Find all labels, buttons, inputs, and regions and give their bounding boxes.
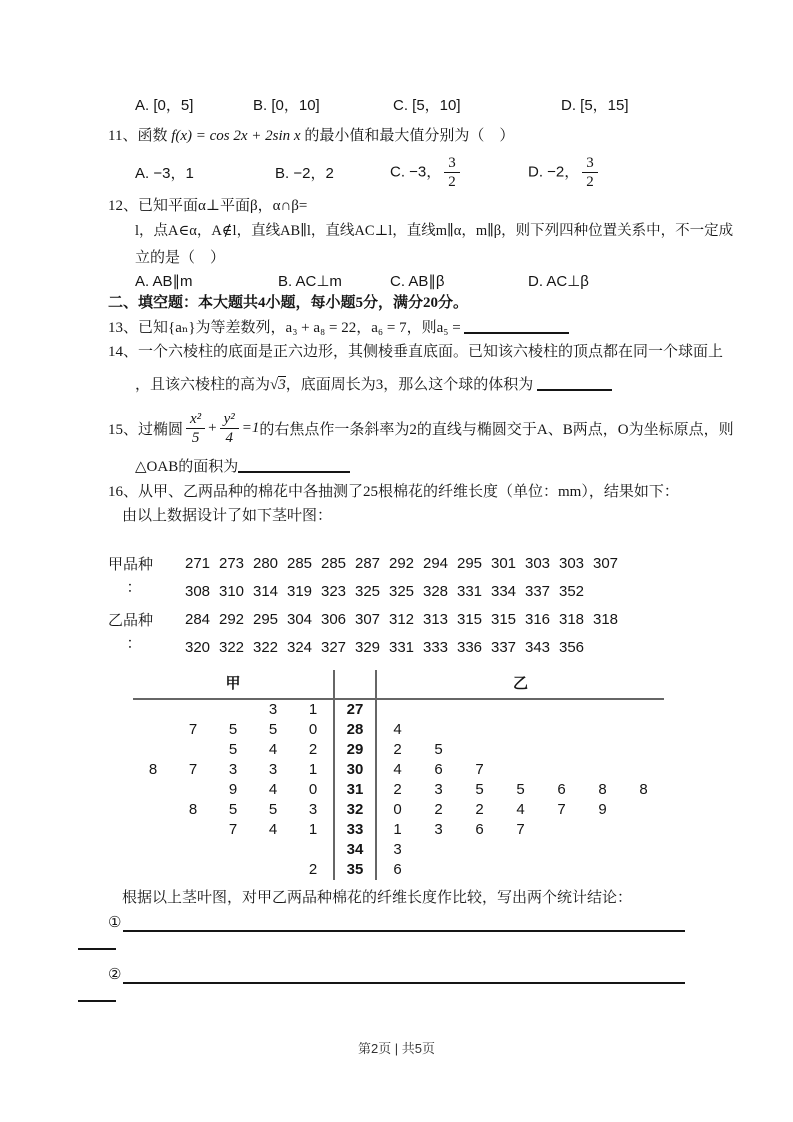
fiber-length-value: 325 xyxy=(389,583,415,600)
jia-leaf: 0 xyxy=(308,781,318,798)
yi-leaf xyxy=(500,700,541,720)
stem-value: 31 xyxy=(333,780,377,800)
stemleaf-row xyxy=(133,840,685,860)
jia-leaf xyxy=(173,700,213,720)
fiber-length-value: 295 xyxy=(253,611,279,628)
fiber-length-value: 301 xyxy=(491,555,517,572)
question-12-line2: l，点A∈α，A∉l，直线AB∥l，直线AC⊥l，直线m∥α，m∥β，则下列四种位置关系中，不一定成 xyxy=(135,223,734,239)
yi-leaf xyxy=(582,700,623,720)
yi-leaf: 6 xyxy=(475,821,484,838)
conclusion-2-blank-continued xyxy=(78,998,116,1002)
yi-leaf xyxy=(623,860,664,880)
yi-leaf: 5 xyxy=(516,781,525,798)
jia-leaf xyxy=(253,840,293,860)
jia-leaf: 8 xyxy=(188,801,198,818)
yi-leaf: 7 xyxy=(557,801,566,818)
yi-leaf: 6 xyxy=(393,861,402,878)
circled-1: ① xyxy=(108,915,122,931)
jia-leaf: 7 xyxy=(188,721,198,738)
question-14-line2 xyxy=(135,370,685,400)
fiber-length-value: 303 xyxy=(559,555,585,572)
yi-leaf xyxy=(541,820,582,840)
species-yi-name: 乙品种 xyxy=(108,613,154,629)
jia-leaf: 3 xyxy=(308,801,318,818)
yi-leaf xyxy=(418,840,459,860)
yi-leaf xyxy=(418,720,459,740)
fiber-length-value: 310 xyxy=(219,583,245,600)
jia-leaf: 3 xyxy=(268,761,278,778)
circled-2: ② xyxy=(108,967,122,983)
fiber-length-value: 280 xyxy=(253,555,279,572)
yi-leaf xyxy=(541,760,582,780)
yi-leaf: 6 xyxy=(434,761,443,778)
yi-leaf xyxy=(623,840,664,860)
fiber-length-value: 304 xyxy=(287,611,313,628)
stem-value: 29 xyxy=(333,740,377,760)
q11-option-d-text: D. −2， xyxy=(528,162,580,180)
yi-leaf xyxy=(500,740,541,760)
stemleaf-row xyxy=(133,800,685,820)
jia-leaf: 1 xyxy=(308,821,318,838)
q11-option-d xyxy=(528,154,601,191)
stemleaf-header-stem-spacer xyxy=(333,670,377,698)
q11-stem-text: 的最小值和最大值分别为（ ） xyxy=(304,128,515,144)
radicand: 3 xyxy=(278,377,286,393)
yi-leaf: 1 xyxy=(393,821,402,838)
yi-values-row1 xyxy=(185,606,627,634)
fiber-length-value: 315 xyxy=(457,611,483,628)
yi-leaf: 2 xyxy=(434,801,443,818)
fiber-length-value: 318 xyxy=(593,611,619,628)
fraction-denominator: 2 xyxy=(448,173,456,190)
fiber-length-value: 343 xyxy=(525,639,551,656)
yi-leaf: 8 xyxy=(598,781,607,798)
species-yi-data xyxy=(108,606,685,662)
yi-values-row2 xyxy=(185,634,627,662)
yi-leaf: 6 xyxy=(557,781,566,798)
jia-leaf: 1 xyxy=(308,761,318,778)
yi-leaf xyxy=(541,840,582,860)
jia-leaf: 7 xyxy=(188,761,198,778)
yi-leaf xyxy=(582,720,623,740)
fiber-length-value: 306 xyxy=(321,611,347,628)
yi-leaf: 0 xyxy=(393,801,402,818)
species-yi-label xyxy=(108,606,185,662)
jia-leaf: 8 xyxy=(148,761,158,778)
fiber-length-value: 336 xyxy=(457,639,483,656)
jia-leaf xyxy=(133,700,173,720)
q14-text-post: ，底面周长为3，那么这个球的体积为 xyxy=(285,377,538,393)
stem-value: 28 xyxy=(333,720,377,740)
yi-leaf xyxy=(582,820,623,840)
fiber-length-value: 316 xyxy=(525,611,551,628)
fiber-length-value: 320 xyxy=(185,639,211,656)
fraction-y2-over-4 xyxy=(220,410,239,447)
fraction-numerator: y² xyxy=(220,410,239,429)
stemleaf-row xyxy=(133,760,685,780)
fraction-three-halves xyxy=(444,154,460,191)
stemleaf-body xyxy=(133,700,685,880)
yi-leaf: 2 xyxy=(393,741,402,758)
fiber-length-value: 322 xyxy=(253,639,279,656)
fiber-length-value: 312 xyxy=(389,611,415,628)
fiber-length-value: 327 xyxy=(321,639,347,656)
species-jia-values xyxy=(185,550,627,606)
yi-leaf xyxy=(623,700,664,720)
fiber-length-value: 333 xyxy=(423,639,449,656)
yi-leaf xyxy=(418,700,459,720)
yi-leaf: 5 xyxy=(475,781,484,798)
q10-options-row xyxy=(135,96,685,116)
fraction-numerator: 3 xyxy=(444,154,460,173)
fiber-length-value: 273 xyxy=(219,555,245,572)
fiber-length-value: 356 xyxy=(559,639,585,656)
fiber-length-value: 271 xyxy=(185,555,211,572)
yi-leaf xyxy=(623,720,664,740)
fiber-length-value: 285 xyxy=(321,555,347,572)
question-11-stem xyxy=(108,124,685,148)
jia-leaf xyxy=(213,860,253,880)
stemleaf-header-jia: 甲 xyxy=(225,675,241,692)
q11-option-c xyxy=(390,154,528,191)
yi-leaf xyxy=(623,760,664,780)
q12-option-c: C. AB∥β xyxy=(390,273,445,290)
fraction-x2-over-5 xyxy=(186,410,205,447)
stemleaf-row xyxy=(133,700,685,720)
jia-leaf xyxy=(173,820,213,840)
stem-value: 30 xyxy=(333,760,377,780)
yi-leaf xyxy=(582,740,623,760)
species-jia-name: 甲品种 xyxy=(108,557,154,573)
yi-leaf: 3 xyxy=(393,841,402,858)
q12-option-d: D. AC⊥β xyxy=(528,273,589,290)
q11-formula: f(x) = cos 2x + 2sin x xyxy=(171,128,301,144)
q11-option-b: B. −2，2 xyxy=(275,164,334,182)
jia-leaf xyxy=(133,820,173,840)
q11-options-row xyxy=(135,150,685,194)
stem-value: 35 xyxy=(333,860,377,880)
conclusion-1-row xyxy=(108,910,685,932)
yi-leaf xyxy=(541,740,582,760)
q13-text: 13、已知{aₙ}为等差数列，a₃ + a₈ = 22，a₆ = 7，则a₅ = xyxy=(108,320,465,336)
q13-answer-blank xyxy=(464,318,569,334)
jia-leaf: 5 xyxy=(228,801,238,818)
stemleaf-table xyxy=(133,670,685,880)
species-jia-colon: ： xyxy=(126,580,142,596)
jia-leaf: 2 xyxy=(308,741,318,758)
yi-leaf: 5 xyxy=(434,741,443,758)
section-2-header: 二、填空题：本大题共4小题，每小题5分，满分20分。 xyxy=(108,295,469,311)
yi-leaf xyxy=(541,860,582,880)
question-15-line2 xyxy=(135,454,685,480)
yi-leaf xyxy=(623,800,664,820)
fiber-length-value: 285 xyxy=(287,555,313,572)
stemleaf-row xyxy=(133,820,685,840)
yi-leaf xyxy=(377,700,418,720)
yi-leaf xyxy=(582,840,623,860)
jia-leaf: 3 xyxy=(268,701,278,718)
fiber-length-value: 319 xyxy=(287,583,313,600)
stemleaf-row xyxy=(133,780,685,800)
stemleaf-row xyxy=(133,720,685,740)
yi-leaf xyxy=(459,700,500,720)
stemleaf-header-yi: 乙 xyxy=(512,675,528,692)
question-12-line1: 12、已知平面α⊥平面β，α∩β= xyxy=(108,198,308,214)
jia-leaf xyxy=(293,840,333,860)
q15-stem-text: 的右焦点作一条斜率为2的直线与椭圆交于A、B两点，O为坐标原点，则 xyxy=(259,421,734,438)
yi-leaf: 4 xyxy=(393,761,402,778)
stem-value: 32 xyxy=(333,800,377,820)
jia-leaf xyxy=(173,780,213,800)
fiber-length-value: 331 xyxy=(457,583,483,600)
fiber-length-value: 295 xyxy=(457,555,483,572)
q12-option-a: A. AB∥m xyxy=(135,273,193,290)
question-16-line1: 16、从甲、乙两品种的棉花中各抽测了25根棉花的纤维长度（单位：mm），结果如下： xyxy=(108,484,679,500)
yi-leaf: 7 xyxy=(475,761,484,778)
species-yi-values xyxy=(185,606,627,662)
yi-leaf: 7 xyxy=(516,821,525,838)
yi-leaf xyxy=(459,740,500,760)
jia-leaf xyxy=(133,740,173,760)
species-yi-colon: ： xyxy=(126,636,142,652)
q10-option-d: D. [5，15] xyxy=(561,97,629,114)
conclusion-1-blank xyxy=(123,914,685,932)
conclusion-2-row xyxy=(108,962,685,984)
yi-leaf xyxy=(623,740,664,760)
fiber-length-value: 313 xyxy=(423,611,449,628)
fiber-length-value: 324 xyxy=(287,639,313,656)
yi-leaf xyxy=(500,840,541,860)
stemleaf-row xyxy=(133,860,685,880)
jia-leaf: 5 xyxy=(228,741,238,758)
q12-option-b: B. AC⊥m xyxy=(278,273,342,290)
jia-leaf xyxy=(173,740,213,760)
yi-leaf: 4 xyxy=(516,801,525,818)
species-jia-data xyxy=(108,550,685,606)
sqrt-3 xyxy=(270,376,286,393)
plus-sign: + xyxy=(208,419,217,436)
fiber-length-value: 318 xyxy=(559,611,585,628)
yi-leaf xyxy=(582,760,623,780)
radical-sign: √ xyxy=(270,377,279,393)
fiber-length-value: 329 xyxy=(355,639,381,656)
yi-leaf xyxy=(459,720,500,740)
question-16-line2: 由以上数据设计了如下茎叶图： xyxy=(122,508,333,524)
conclusion-prompt: 根据以上茎叶图，对甲乙两品种棉花的纤维长度作比较，写出两个统计结论： xyxy=(122,890,633,906)
q15-answer-blank xyxy=(238,457,350,473)
fiber-length-value: 284 xyxy=(185,611,211,628)
equals-one: =1 xyxy=(241,419,260,436)
q15-prefix: 15、过椭圆 xyxy=(108,421,184,438)
stem-value: 27 xyxy=(333,700,377,720)
fiber-length-value: 307 xyxy=(593,555,619,572)
fiber-length-value: 294 xyxy=(423,555,449,572)
q10-option-c: C. [5，10] xyxy=(393,97,461,114)
fiber-length-value: 287 xyxy=(355,555,381,572)
jia-values-row2 xyxy=(185,578,627,606)
stemleaf-row xyxy=(133,740,685,760)
q14-answer-blank xyxy=(537,375,612,391)
fiber-length-value: 307 xyxy=(355,611,381,628)
jia-leaf xyxy=(213,700,253,720)
yi-leaf xyxy=(500,720,541,740)
yi-leaf xyxy=(541,700,582,720)
jia-leaf xyxy=(253,860,293,880)
yi-leaf xyxy=(582,860,623,880)
stemleaf-header xyxy=(133,670,664,700)
q10-option-b: B. [0，10] xyxy=(253,97,320,114)
jia-leaf: 9 xyxy=(228,781,238,798)
yi-leaf: 3 xyxy=(434,781,443,798)
jia-leaf: 4 xyxy=(268,821,278,838)
jia-leaf xyxy=(133,860,173,880)
jia-values-row1 xyxy=(185,550,627,578)
fiber-length-value: 292 xyxy=(389,555,415,572)
conclusion-1-blank-continued xyxy=(78,946,116,950)
stem-value: 34 xyxy=(333,840,377,860)
jia-leaf xyxy=(133,780,173,800)
q14-text-pre: ，且该六棱柱的高为 xyxy=(135,377,271,393)
jia-leaf xyxy=(133,720,173,740)
yi-leaf xyxy=(500,760,541,780)
stem-value: 33 xyxy=(333,820,377,840)
q12-options-row xyxy=(135,272,685,292)
fiber-length-value: 323 xyxy=(321,583,347,600)
q11-option-a: A. −3，1 xyxy=(135,164,194,182)
fiber-length-value: 328 xyxy=(423,583,449,600)
fiber-length-value: 308 xyxy=(185,583,211,600)
question-14-line1: 14、一个六棱柱的底面是正六边形，其侧棱垂直底面。已知该六棱柱的顶点都在同一个球面上 xyxy=(108,344,724,360)
yi-leaf xyxy=(500,860,541,880)
jia-leaf xyxy=(173,860,213,880)
fiber-length-value: 303 xyxy=(525,555,551,572)
q11-option-c-text: C. −3， xyxy=(390,162,442,180)
conclusion-2-blank xyxy=(123,966,685,984)
jia-leaf: 2 xyxy=(308,861,318,878)
yi-leaf: 4 xyxy=(393,721,402,738)
jia-leaf xyxy=(213,840,253,860)
fiber-length-value: 337 xyxy=(525,583,551,600)
question-13 xyxy=(108,316,685,340)
q10-option-a: A. [0，5] xyxy=(135,97,194,114)
jia-leaf: 1 xyxy=(308,701,318,718)
species-jia-label xyxy=(108,550,185,606)
yi-leaf: 2 xyxy=(475,801,484,818)
yi-leaf xyxy=(459,860,500,880)
jia-leaf: 5 xyxy=(228,721,238,738)
fiber-length-value: 337 xyxy=(491,639,517,656)
jia-leaf xyxy=(173,840,213,860)
fraction-denominator: 4 xyxy=(225,429,233,446)
yi-leaf xyxy=(459,840,500,860)
fiber-length-value: 334 xyxy=(491,583,517,600)
fiber-length-value: 314 xyxy=(253,583,279,600)
page-footer: 第2页 | 共5页 xyxy=(357,1041,436,1056)
fiber-length-value: 322 xyxy=(219,639,245,656)
question-15-line1 xyxy=(108,402,734,454)
yi-leaf: 2 xyxy=(393,781,402,798)
jia-leaf: 0 xyxy=(308,721,318,738)
jia-leaf: 5 xyxy=(268,801,278,818)
question-12-line3: 立的是（ ） xyxy=(135,250,226,266)
jia-leaf: 7 xyxy=(228,821,238,838)
yi-leaf xyxy=(541,720,582,740)
question-11-number: 11、函数 xyxy=(108,128,168,144)
jia-leaf: 5 xyxy=(268,721,278,738)
fiber-length-value: 325 xyxy=(355,583,381,600)
yi-leaf xyxy=(623,820,664,840)
jia-leaf xyxy=(133,800,173,820)
fraction-numerator: x² xyxy=(186,410,205,429)
yi-leaf: 9 xyxy=(598,801,607,818)
fiber-length-value: 292 xyxy=(219,611,245,628)
yi-leaf: 8 xyxy=(639,781,648,798)
q15-text: △OAB的面积为 xyxy=(135,459,239,475)
jia-leaf xyxy=(133,840,173,860)
jia-leaf: 3 xyxy=(228,761,238,778)
fiber-length-value: 352 xyxy=(559,583,585,600)
fraction-denominator: 2 xyxy=(586,173,594,190)
fiber-length-value: 315 xyxy=(491,611,517,628)
yi-leaf xyxy=(418,860,459,880)
jia-leaf: 4 xyxy=(268,741,278,758)
fraction-denominator: 5 xyxy=(191,429,200,446)
fiber-length-value: 331 xyxy=(389,639,415,656)
yi-leaf: 3 xyxy=(434,821,443,838)
fraction-three-halves xyxy=(582,154,598,191)
jia-leaf: 4 xyxy=(268,781,278,798)
fraction-numerator: 3 xyxy=(582,154,598,173)
